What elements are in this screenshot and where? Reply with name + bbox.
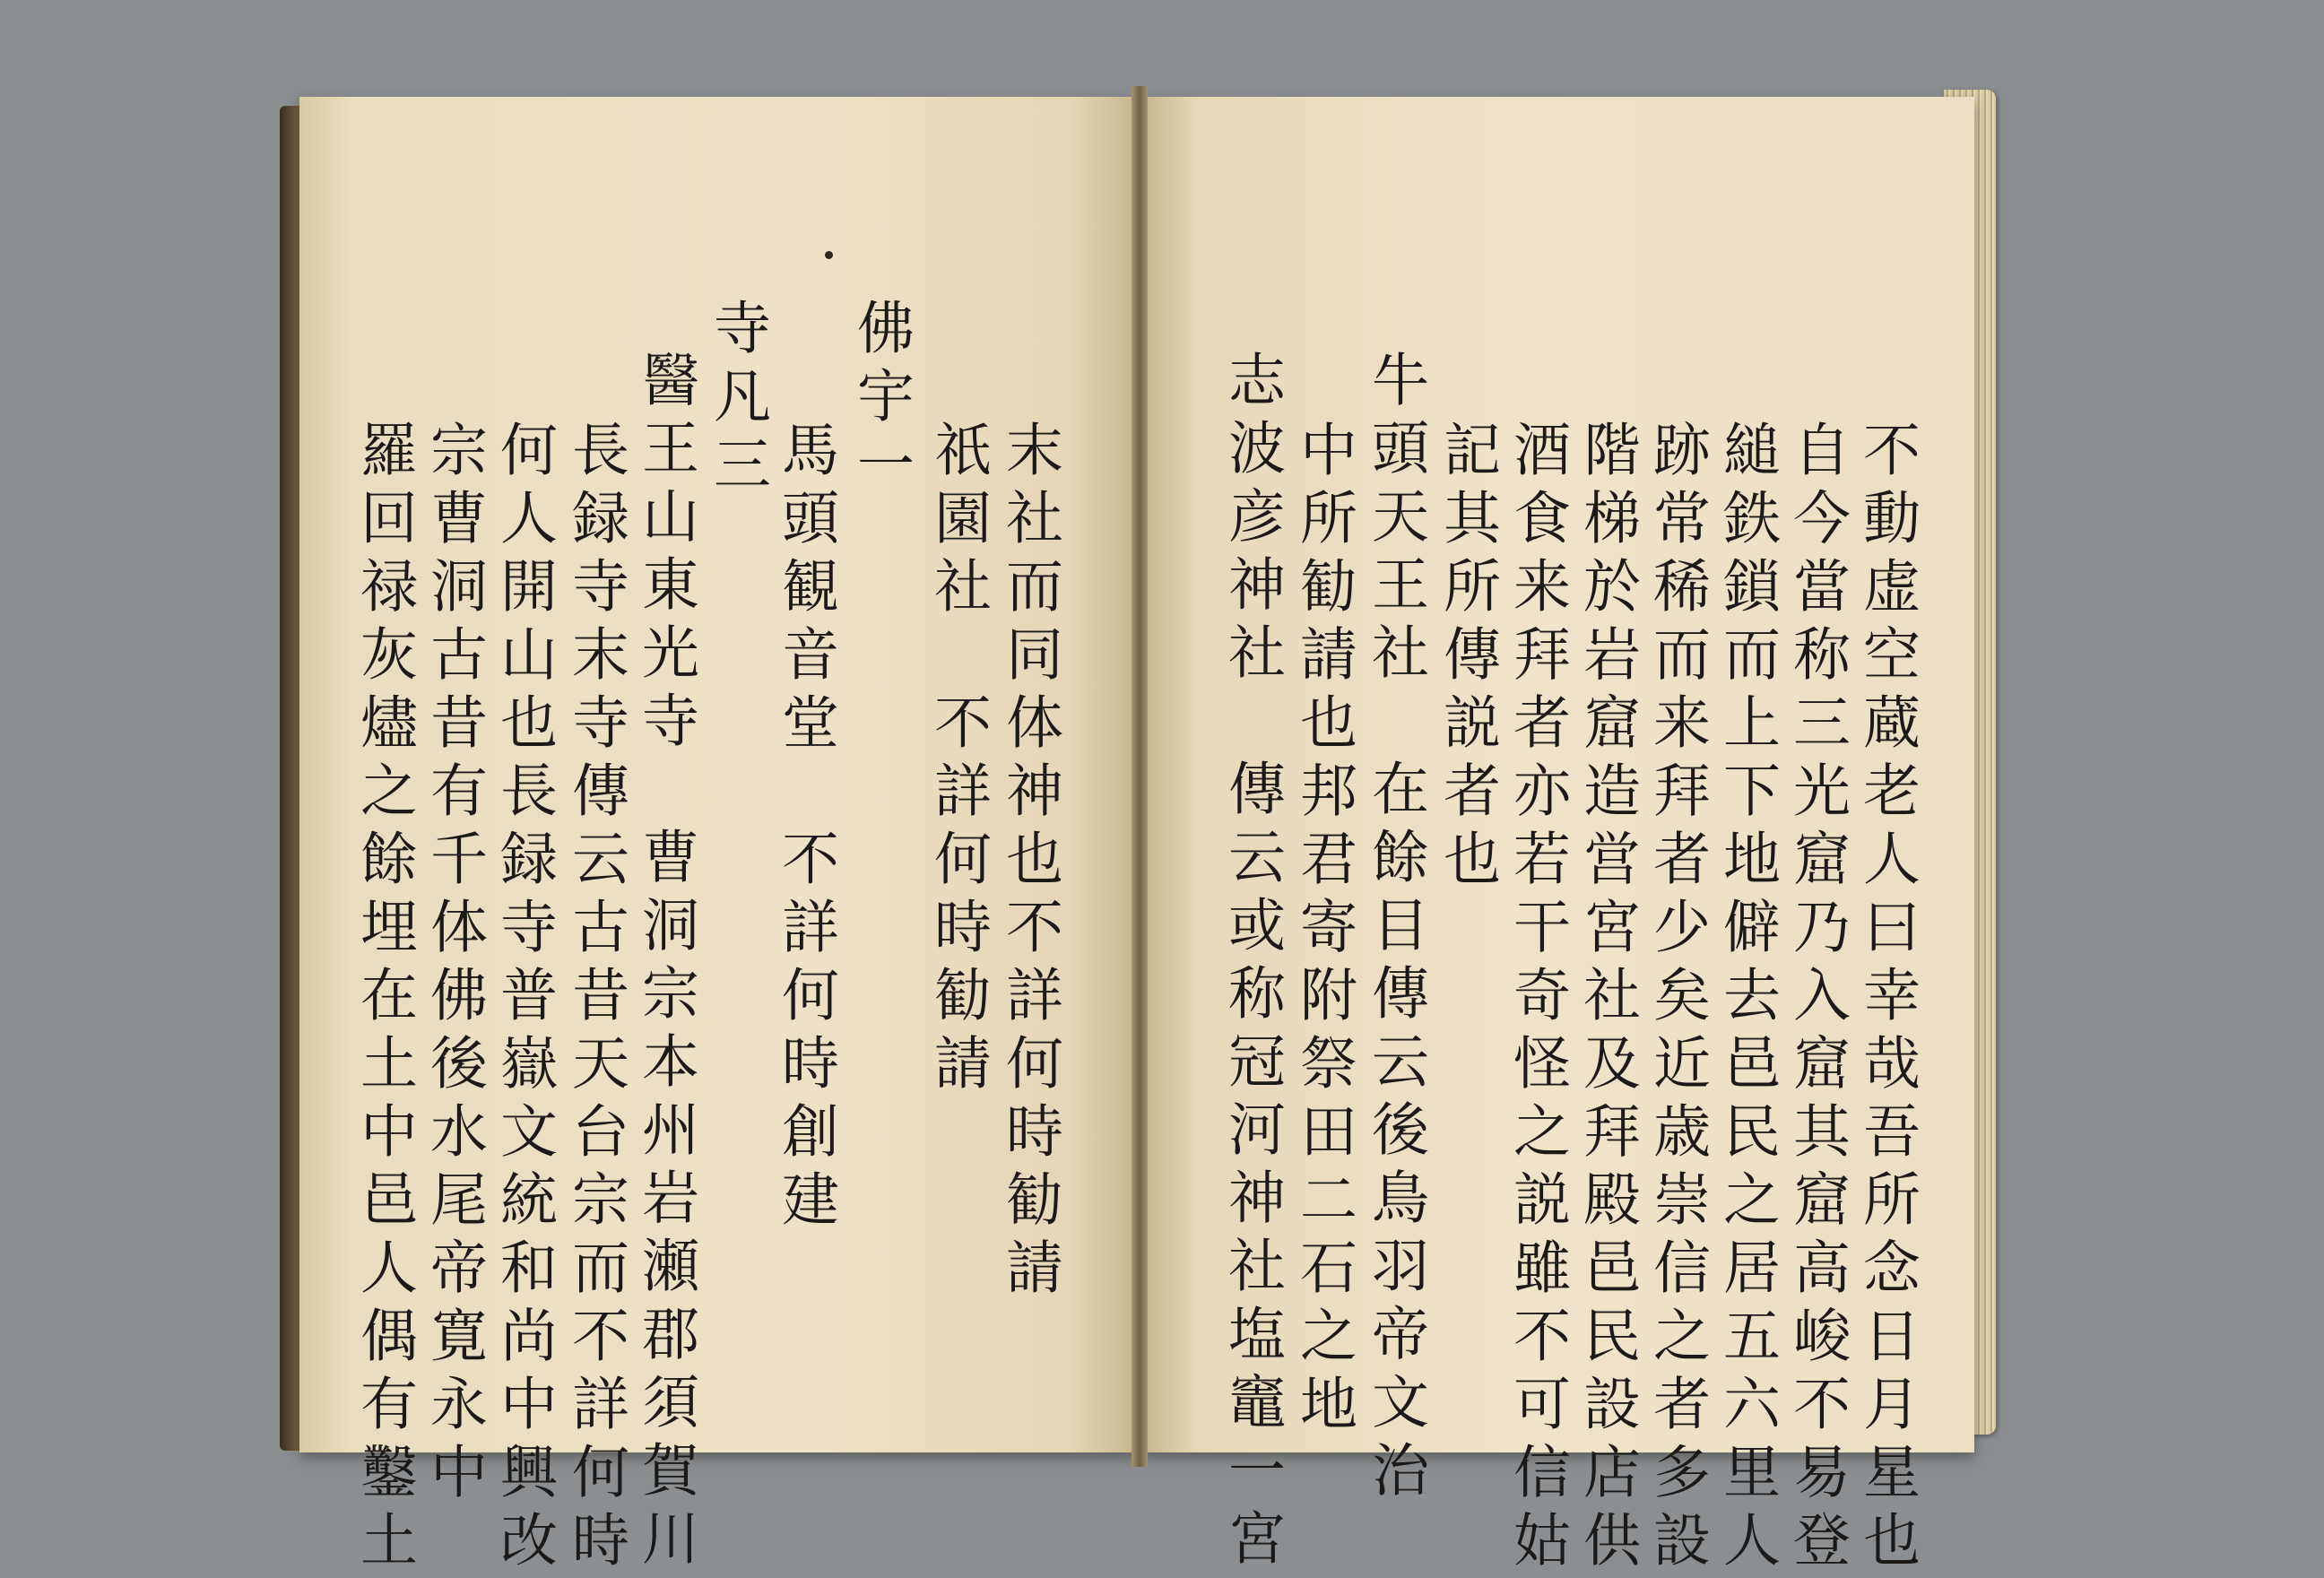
text-column: 跡常稀而来拜者少矣近歳崇信之者多設 bbox=[1643, 420, 1710, 1578]
text-column: 中所勧請也邦君寄附祭田二石之地 bbox=[1290, 420, 1357, 1442]
text-column: 祇園社 不詳何時勧請 bbox=[924, 420, 991, 1101]
text-column: 寺凡三 bbox=[704, 298, 770, 502]
text-column: 羅回禄灰燼之餘埋在土中邑人偶有鑿土 bbox=[351, 420, 417, 1578]
text-column: 醫王山東光寺 曹洞宗本州岩瀬郡須賀川 bbox=[632, 350, 698, 1576]
text-column: 佛宇一 bbox=[847, 298, 914, 502]
text-column: 志波彦神社 傳云或称冠河神社塩竈一宮 bbox=[1218, 350, 1285, 1576]
text-column: 不動虚空蔵老人曰幸哉吾所念日月星也 bbox=[1853, 420, 1920, 1578]
book-gutter bbox=[1132, 86, 1148, 1467]
text-column: 何人開山也長録寺普嶽文統和尚中興改 bbox=[490, 420, 557, 1578]
ink-dot bbox=[825, 251, 833, 259]
text-column: 末社而同体神也不詳何時勧請 bbox=[996, 420, 1062, 1305]
text-column: 酒食来拜者亦若干奇怪之説雖不可信姑 bbox=[1504, 420, 1570, 1578]
text-column: 牛頭天王社 在餘目傳云後鳥羽帝文治 bbox=[1362, 350, 1428, 1508]
text-column: 縋鉄鎖而上下地僻去邑民之居五六里人 bbox=[1713, 420, 1780, 1578]
text-column: 階梯於岩窟造営宮社及拜殿邑民設店供 bbox=[1574, 420, 1640, 1578]
text-column: 宗曹洞古昔有千体佛後水尾帝寛永中 bbox=[421, 420, 487, 1510]
text-column: 記其所傳説者也 bbox=[1434, 420, 1500, 897]
text-column: 長録寺末寺傳云古昔天台宗而不詳何時 bbox=[562, 420, 629, 1578]
text-column: 自今當称三光窟乃入窟其窟高峻不易登 bbox=[1783, 420, 1850, 1578]
text-column: 馬頭観音堂 不詳何時創建 bbox=[772, 420, 838, 1237]
